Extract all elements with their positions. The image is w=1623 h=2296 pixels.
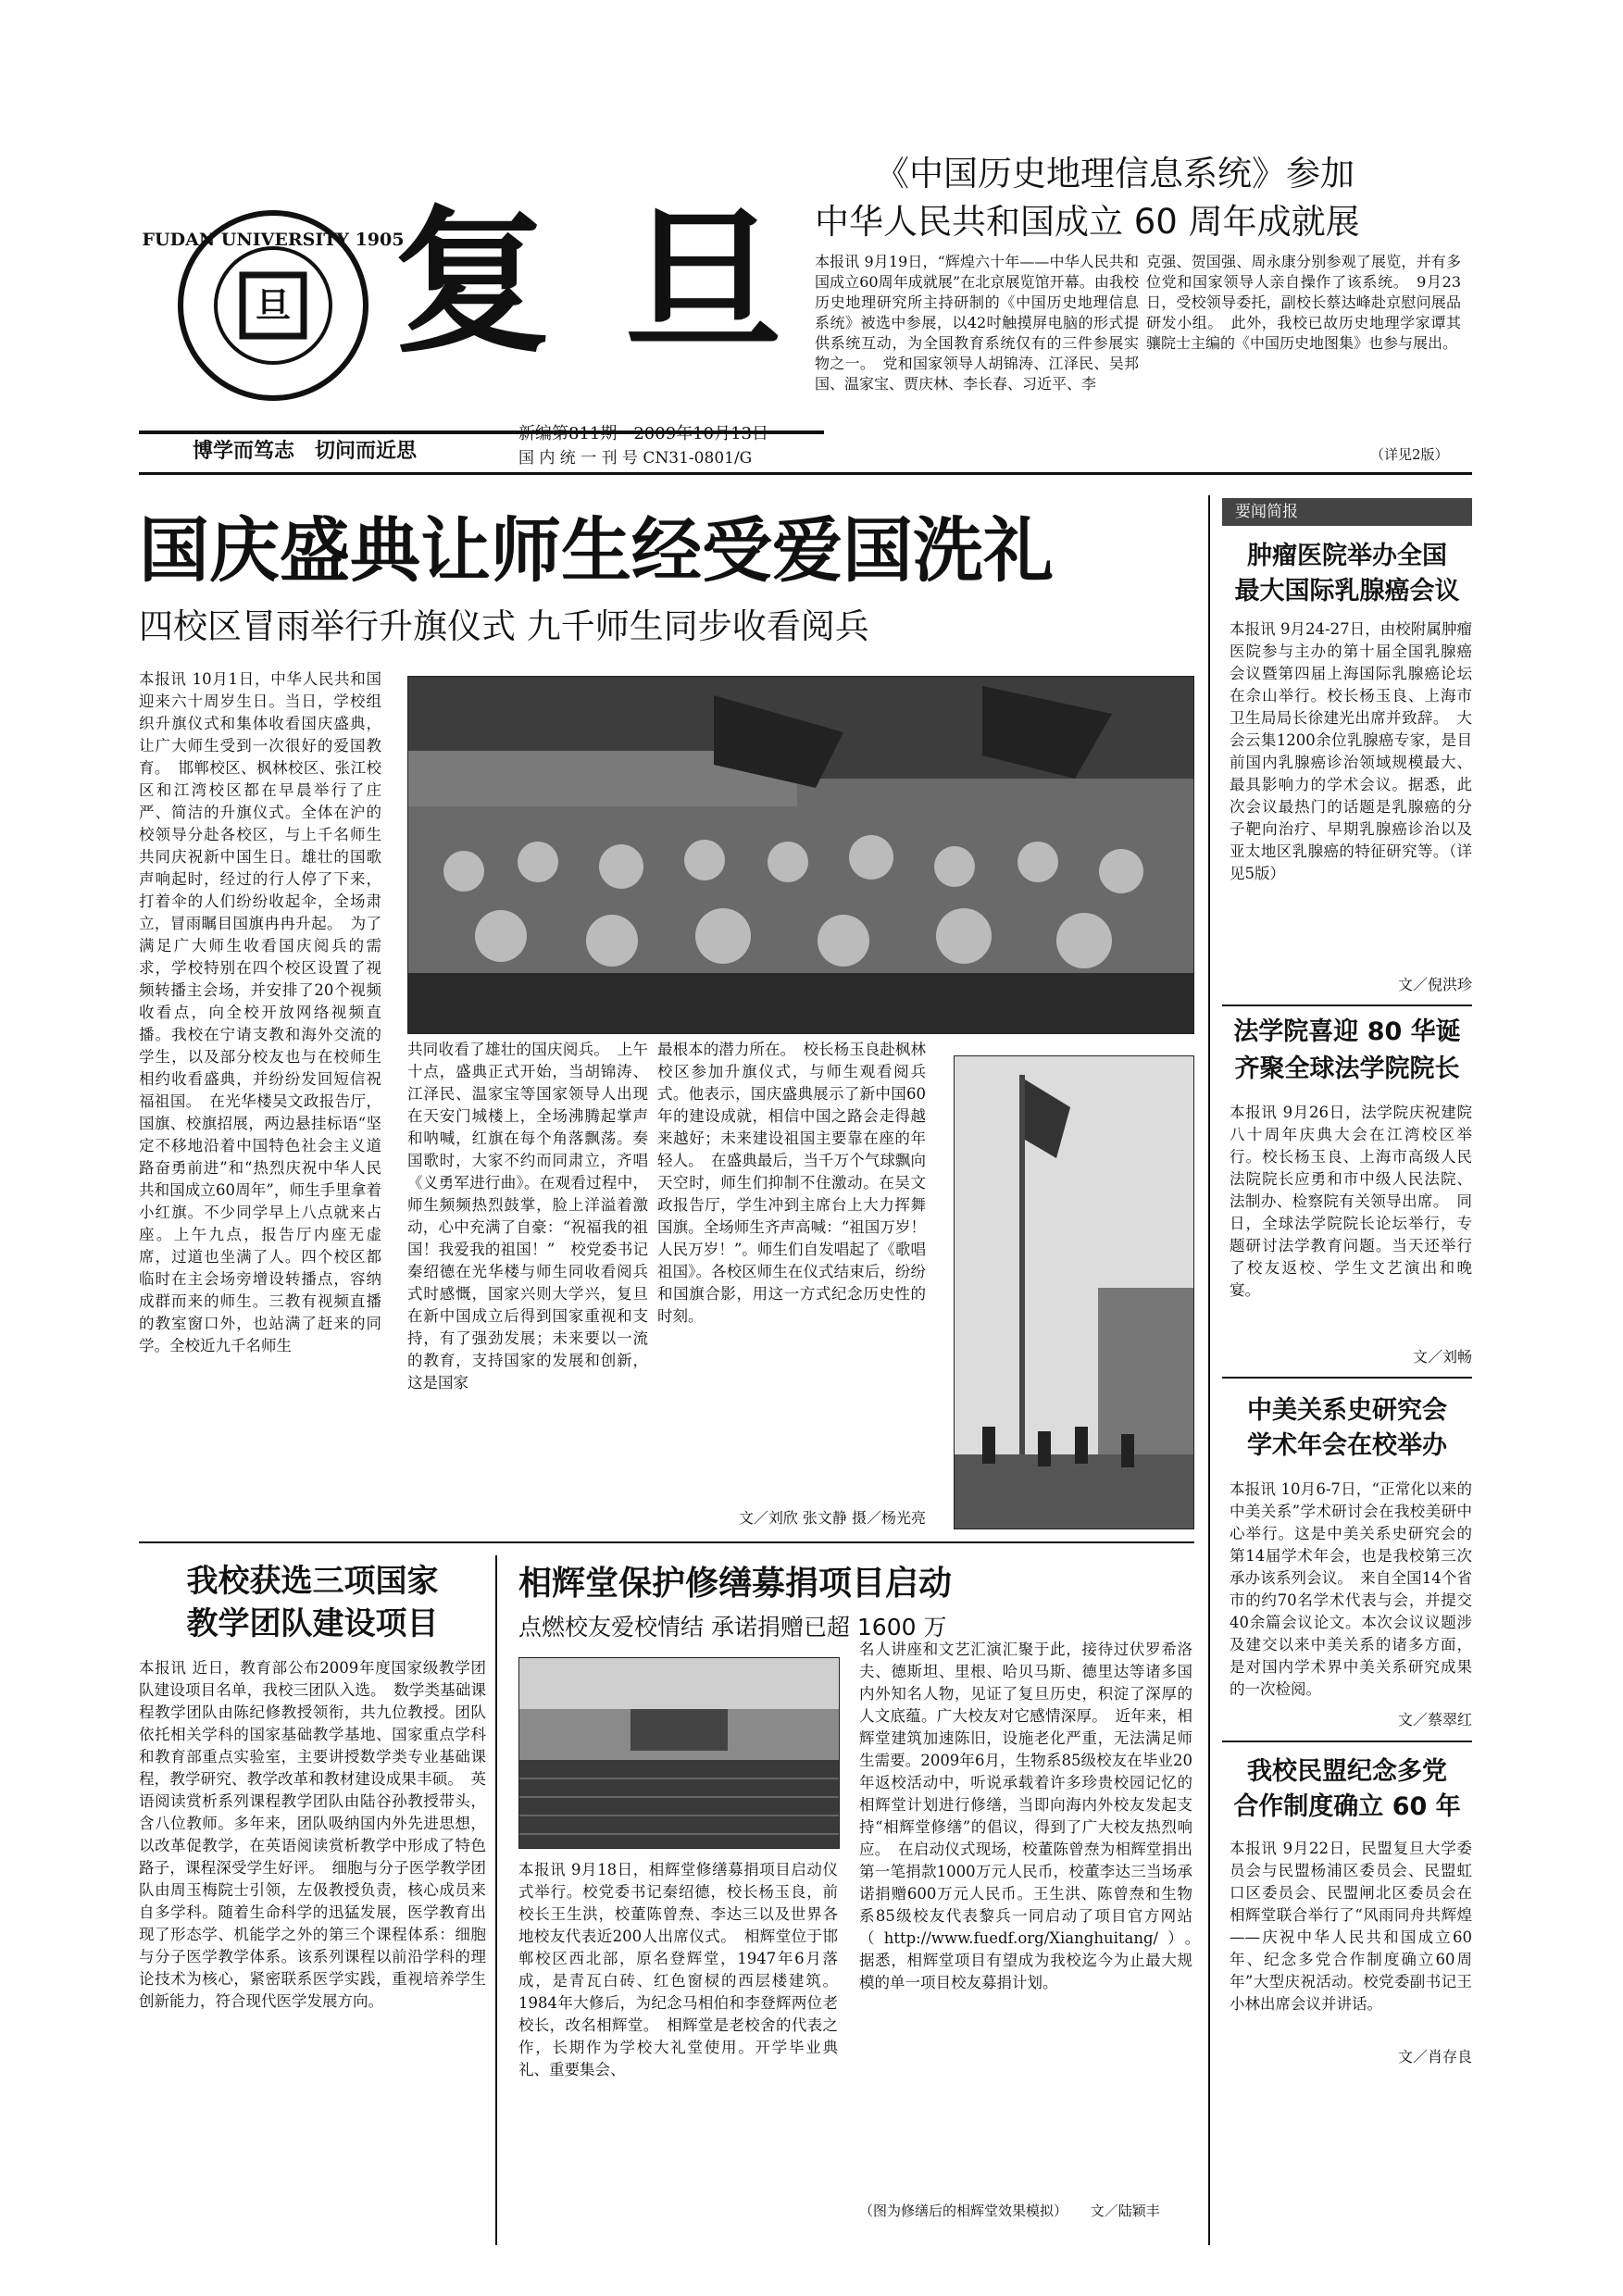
- hall-subhead: 点燃校友爱校情结 承诺捐赠已超 1600 万: [518, 1614, 947, 1641]
- lower-rule: [139, 1541, 1194, 1543]
- s1-body: 本报讯 9月24-27日，由校附属肿瘤医院参与主办的第十届全国乳腺癌会议暨第四届上海国际乳腺癌论坛在佘山举行。校长杨玉良、上海市卫生局局长徐建光出席并致辞。 大会云集1200余位乳腺癌专家，是目前国内乳腺癌诊治领域规模最大、最具影响力的学术会议。据悉，此次会议最热门的话题是乳腺癌的分子靶向治疗、早期乳腺癌诊治以及亚太地区乳腺癌的特征研究等。（详见5版）: [1230, 620, 1472, 882]
- s3-headline-1: 中美关系史研究会: [1247, 1396, 1447, 1425]
- hall-byline: 文／陆颖丰: [1090, 2202, 1160, 2219]
- top-rule: [139, 472, 1472, 475]
- s4-body: 本报讯 9月22日，民盟复旦大学委员会与民盟杨浦区委员会、民盟虹口区委员会、民盟闸北区委员会在相辉堂联合举行了“风雨同舟共辉煌——庆祝中华人民共和国成立60年、纪念多党合作制度确立60周年”大型庆祝活动。校党委副书记王小林出席会议并讲话。: [1230, 1840, 1472, 2013]
- auditorium-photo: [407, 676, 1194, 1034]
- s4-headline-2: 合作制度确立 60 年: [1233, 1792, 1461, 1821]
- s1-headline-2: 最大国际乳腺癌会议: [1234, 577, 1460, 605]
- flag-ceremony-photo: [954, 1055, 1194, 1529]
- main-story-col-1: 本报讯 10月1日，中华人民共和国迎来六十周岁生日。当日，学校组织升旗仪式和集体收看国庆盛典，让广大师生受到一次很好的爱国教育。 邯郸校区、枫林校区、张江校区和江湾校区都在早晨举行了庄严、简洁的升旗仪式。全体在沪的校领导分赴各校区，与上千名师生共同庆祝新中国生日。雄壮的国歌声响起时，经过的行人停了下来，打着伞的人们纷纷收起伞，全场肃立，冒雨瞩目国旗冉冉升起。 为了满足广大师生收看国庆阅兵的需求，学校特别在四个校区设置了视频转播主会场，并安排了20个视频收看点，向全校开放网络视频直播。我校在宁请支教和海外交流的学生，以及部分校友也与在校师生相约收看盛典，并纷纷发回短信祝福祖国。 在光华楼吴文政报告厅，国旗、校旗招展，两边悬挂标语“坚定不移地沿着中国特色社会主义道路奋勇前进”和“热烈庆祝中华人民共和国成立60周年”，师生手里拿着小红旗。不少同学早上八点就来占座。上午九点，报告厅内座无虚席，过道也坐满了人。四个校区都临时在主会场旁增设转播点，容纳成群而来的师生。三教有视频直播的教室窗口外，也站满了赶来的同学。全校近九千名师生: [139, 670, 381, 1354]
- auditorium-rendering-photo: [518, 1657, 840, 1849]
- top-story-see-more: （详见2版）: [1370, 446, 1449, 463]
- top-story-headline-2: 中华人民共和国成立 60 周年成就展: [815, 202, 1360, 242]
- s3-headline-2: 学术年会在校举办: [1247, 1431, 1447, 1460]
- s1-headline-1: 肿瘤医院举办全国: [1247, 542, 1447, 570]
- motto: 博学而笃志 切问而近思: [193, 440, 418, 463]
- hall-col-2: 名人讲座和文艺汇演汇聚于此，接待过伏罗希洛夫、德斯坦、里根、哈贝马斯、德里达等诸多国内外知名人物，见证了复旦历史，积淀了深厚的人文底蕴。广大校友对它感情深厚。 近年来，相辉堂建筑加速陈旧，设施老化严重，无法满足师生需要。2009年6月，生物系85级校友在毕业20年返校活动中，听说承载着许多珍贵校园记忆的相辉堂计划进行修缮，当即向海内外校友发起支持“相辉堂修缮”的倡议，得到了广大校友热烈响应。 在启动仪式现场，校董陈曾焘为相辉堂捐出第一笔捐款1000万元人民币，校董李达三当场承诺捐赠600万元人民币。王生洪、陈曾焘和生物系85级校友代表黎兵一同启动了项目官方网站（http://www.fuedf.org/Xianghuitang/）。 据悉，相辉堂项目有望成为我校迄今为止最大规模的单一项目校友募捐计划。: [859, 1641, 1208, 1991]
- main-subhead: 四校区冒雨举行升旗仪式 九千师生同步收看阅兵: [139, 606, 869, 646]
- main-story-col-3: 最根本的潜力所在。 校长杨玉良赴枫林校区参加升旗仪式，与师生观看阅兵式。他表示，国庆盛典展示了新中国60年的建设成就，相信中国之路会走得越来越好；未来建设祖国主要靠在座的年轻人。 在盛典最后，当千万个气球飘向天空时，师生们抑制不住激动。在吴文政报告厅，学生冲到主席台上大力挥舞国旗。全场师生齐声高喊：“祖国万岁！人民万岁！”。师生们自发唱起了《歌唱祖国》。各校区师生在仪式结束后，纷纷和国旗合影，用这一方式纪念历史性的时刻。: [657, 1041, 926, 1325]
- seal-text: FUDAN UNIVERSITY 1905: [142, 230, 405, 250]
- lower-column-rule: [495, 1555, 497, 2245]
- main-story-byline: 文／刘欣 张文静 摄／杨光亮: [738, 1509, 926, 1527]
- s2-byline: 文／刘畅: [1412, 1348, 1472, 1366]
- s3-body: 本报讯 10月6-7日，“正常化以来的中美关系”学术研讨会在我校美研中心举行。这是中美关系史研究会的第14届学术年会，也是我校第三次承办该系列会议。 来自全国14个省市的约70名学术代表与会，并提交40余篇会议论文。本次会议议题涉及建交以来中美关系的诸多方面，是对国内学术界中美关系研究成果的一次检阅。: [1230, 1480, 1472, 1698]
- sidebar-section-label: [1222, 498, 1472, 526]
- hall-caption: [859, 2200, 1192, 2222]
- sidebar-rule: [1208, 495, 1210, 2245]
- s4-byline: 文／肖存良: [1397, 2048, 1472, 2065]
- s2-body: 本报讯 9月26日，法学院庆祝建院八十周年庆典大会在江湾校区举行。校长杨玉良、上海市高级人民法院院长应勇和市中级人民法院、法制办、检察院有关领导出席。 同日，全球法学院院长论坛举行，专题研讨法学教育问题。当天还举行了校友返校、学生文艺演出和晚宴。: [1230, 1104, 1472, 1299]
- top-story-col-2: 克强、贺国强、周永康分别参观了展览，并有多位党和国家领导人亲自操作了该系统。 9月23日，受校领导委托，副校长蔡达峰赴京慰问展品研发小组。 此外，我校已故历史地理学家谭其骧院士主编的《中国历史地图集》也参与展出。: [1146, 253, 1461, 352]
- s2-headline-1: 法学院喜迎 80 华诞: [1233, 1017, 1461, 1046]
- main-headline: 国庆盛典让师生经受爱国洗礼: [139, 509, 1054, 592]
- newspaper-title: 复 旦: [393, 190, 792, 375]
- hall-col-1: 本报讯 9月18日，相辉堂修缮募捐项目启动仪式举行。校党委书记秦绍德，校长杨玉良，前校长王生洪，校董陈曾焘、李达三以及世界各地校友代表近200人出席仪式。 相辉堂位于邯郸校区西北部，原名登辉堂，1947年6月落成，是青瓦白砖、红色窗棂的西层楼建筑。1984年大修后，为纪念马相伯和李登辉两位老校长，改名相辉堂。 相辉堂是老校舍的代表之作，长期作为学校大礼堂使用。开学毕业典礼、重要集会、: [518, 1861, 838, 2078]
- issue-line-1: 新编第811期 2009年10月13日: [518, 424, 768, 443]
- sidebar-divider-1: [1222, 1004, 1472, 1006]
- teams-body: 本报讯 近日，教育部公布2009年度国家级教学团队建设项目名单，我校三团队入选。 数学类基础课程教学团队由陈纪修教授领衔，共九位教授。团队依托相关学科的国家基础教学基地、国家重点学科和教育部重点实验室，主要讲授数学类专业基础课程，教学研究、教学改革和教材建设成果丰硕。 英语阅读赏析系列课程教学团队由陆谷孙教授带头，含八位教师。多年来，团队吸纳国内外先进思想，以改革促教学，在英语阅读赏析教学中形成了特色路子，课程深受学生好评。 细胞与分子医学教学团队由周玉梅院士引领，左伋教授负责，核心成员来自多学科。随着生命科学的迅猛发展，医学教育出现了形态学、机能学之外的第三个课程体系：细胞与分子医学教学体系。该系列课程以前沿学科的理论技术为核心，紧密联系医学实践，重视培养学生创新能力，符合现代医学发展方向。: [139, 1659, 486, 2010]
- sidebar-divider-3: [1222, 1741, 1472, 1742]
- teams-headline-2: 教学团队建设项目: [186, 1605, 439, 1642]
- teams-headline-1: 我校获选三项国家: [186, 1563, 439, 1600]
- hall-caption-text: （图为修缮后的相辉堂效果模拟）: [859, 2202, 1068, 2219]
- university-seal: [142, 208, 405, 403]
- sidebar-divider-2: [1222, 1377, 1472, 1379]
- hall-headline: 相辉堂保护修缮募捐项目启动: [518, 1565, 953, 1603]
- s3-byline: 文／蔡翠红: [1397, 1711, 1472, 1728]
- svg-text:旦: 旦: [255, 284, 292, 326]
- top-story-col-1: 本报讯 9月19日，“辉煌六十年——中华人民共和国成立60周年成就展”在北京展览馆开幕。由我校历史地理研究所主持研制的《中国历史地理信息系统》被选中参展，以42吋触摸屏电脑的形式提供系统互动，为全国教育系统仅有的三件参展实物之一。 党和国家领导人胡锦涛、江泽民、吴邦国、温家宝、贾庆林、李长春、习近平、李: [815, 253, 1139, 393]
- s4-headline-1: 我校民盟纪念多党: [1247, 1757, 1447, 1786]
- issue-line-2: 国 内 统 一 刊 号 CN31-0801/G: [518, 449, 753, 468]
- s2-headline-2: 齐聚全球法学院院长: [1234, 1054, 1460, 1083]
- s1-byline: 文／倪洪珍: [1397, 976, 1472, 993]
- top-story-headline-1: 《中国历史地理信息系统》参加: [875, 154, 1355, 193]
- sidebar-section-label-text: 要闻简报: [1235, 503, 1298, 521]
- main-story-col-2: 共同收看了雄壮的国庆阅兵。 上午十点，盛典正式开始，当胡锦涛、江泽民、温家宝等国家领导人出现在天安门城楼上，全场沸腾起掌声和呐喊，红旗在每个角落飘荡。奏国歌时，大家不约而同肃立，齐唱《义勇军进行曲》。在观看过程中，师生频频热烈鼓掌，脸上洋溢着激动，心中充满了自豪：“祝福我的祖国！我爱我的祖国！” 校党委书记秦绍德在光华楼与师生同收看阅兵式时感慨，国家兴则大学兴，复旦在新中国成立后得到国家重视和支持，有了强劲发展；未来要以一流的教育，支持国家的发展和创新，这是国家: [407, 1041, 648, 1391]
